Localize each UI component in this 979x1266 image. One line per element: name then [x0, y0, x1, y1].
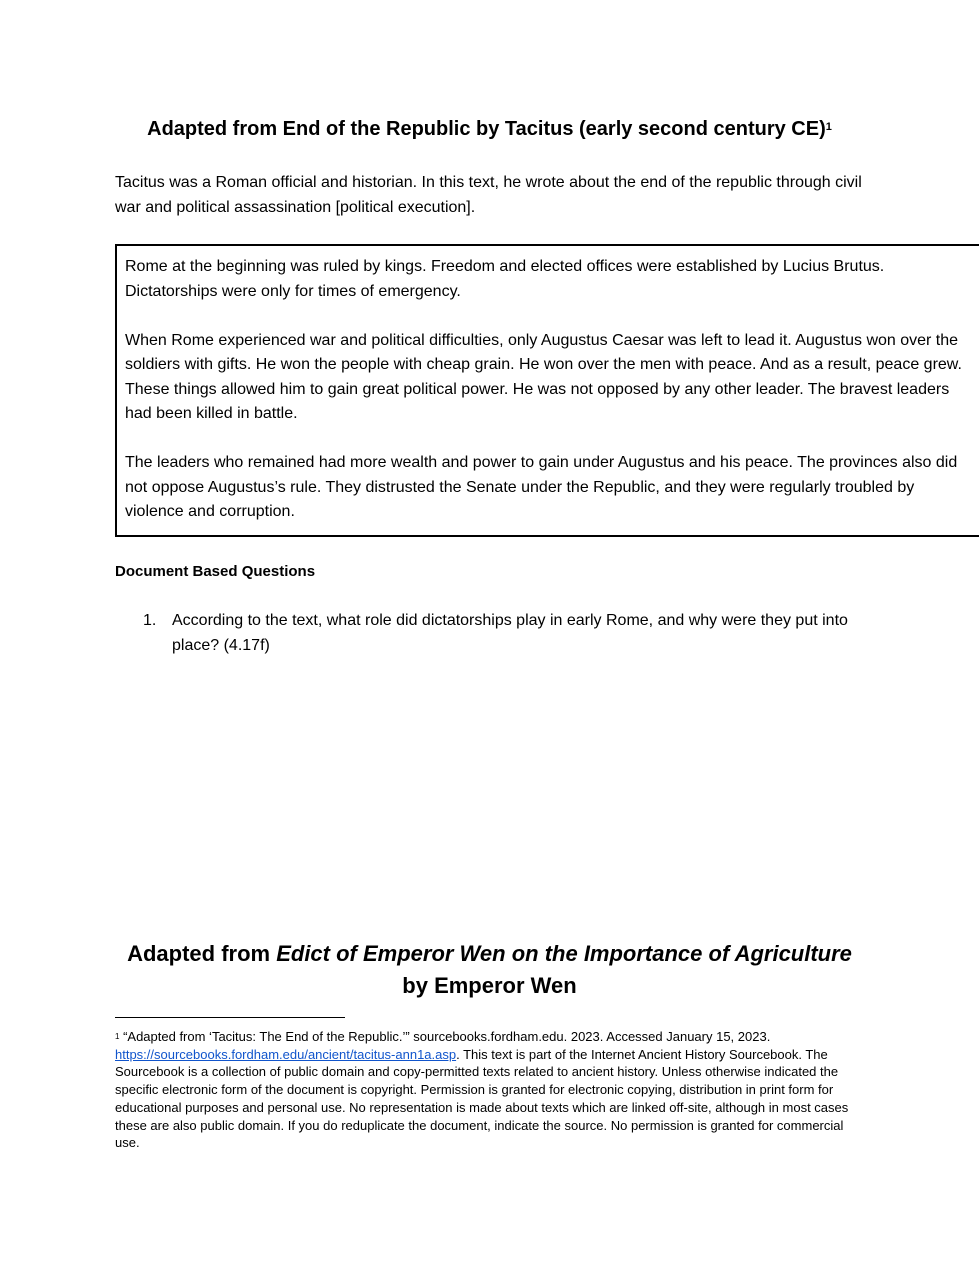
title-2-italic: Edict of Emperor Wen on the Importance of Agriculture: [276, 941, 852, 966]
footnote: [115, 1028, 865, 1152]
intro-paragraph: Tacitus was a Roman official and historian. In this text, he wrote about the end of the republic through civil war and political assassination [political execution].: [115, 174, 862, 216]
footnote-text-continued: . This text is part of the Internet Ancient History Sourcebook. The Sourcebook is a collection of public domain and copy-permitted texts related to ancient history. Unless otherwise indicated the specific electronic form of the document is copyright. Permission is granted for electronic copying, distribution in print form for educational purposes and personal use. No representation is made about texts which are linked off-site, although in most cases these are also public domain. If you do reduplicate the document, indicate the source. No permission is granted for commercial use.: [115, 1046, 849, 1151]
footnote-text: “Adapted from ‘Tacitus: The End of the Republic.’” sourcebooks.fordham.edu. 2023. Accessed January 15, 2023.: [119, 1029, 771, 1044]
question-number: 1.: [143, 612, 157, 629]
excerpt-paragraph: Rome at the beginning was ruled by kings. Freedom and elected offices were established by Lucius Brutus. Dictatorships were only for times of emergency.: [125, 258, 885, 300]
question-item: [115, 608, 875, 658]
excerpt-paragraph: When Rome experienced war and political difficulties, only Augustus Caesar was left to lead it. Augustus won over the soldiers with gifts. He won the people with cheap grain. He won over the men with peace. And as a result, peace grew. These things allowed him to gain great political power. He was not opposed by any other leader. The bravest leaders had been killed in battle.: [125, 331, 962, 422]
footnote-reference[interactable]: 1: [825, 121, 832, 133]
document-title-2: [115, 938, 864, 1002]
footnote-link[interactable]: https://sourcebooks.fordham.edu/ancient/tacitus-ann1a.asp: [115, 1046, 457, 1062]
question-text: According to the text, what role did dictatorships play in early Rome, and why were they put into place? (4.17f): [172, 612, 848, 654]
footnote-mark: 1: [115, 1032, 120, 1041]
excerpt-paragraph: The leaders who remained had more wealth and power to gain under Augustus and his peace. The provinces also did not oppose Augustus’s rule. They distrusted the Senate under the Republic, and they were regularly troubled by violence and corruption.: [125, 454, 958, 520]
document-title-text: Adapted from End of the Republic by Tacitus (early second century CE): [147, 118, 826, 140]
document-title: [115, 116, 864, 142]
footnote-divider: [115, 1017, 345, 1018]
excerpt-box: [115, 244, 979, 537]
title-2-prefix: Adapted from: [127, 941, 277, 966]
dbq-heading: Document Based Questions: [115, 563, 316, 580]
title-2-suffix: by Emperor Wen: [402, 973, 577, 998]
